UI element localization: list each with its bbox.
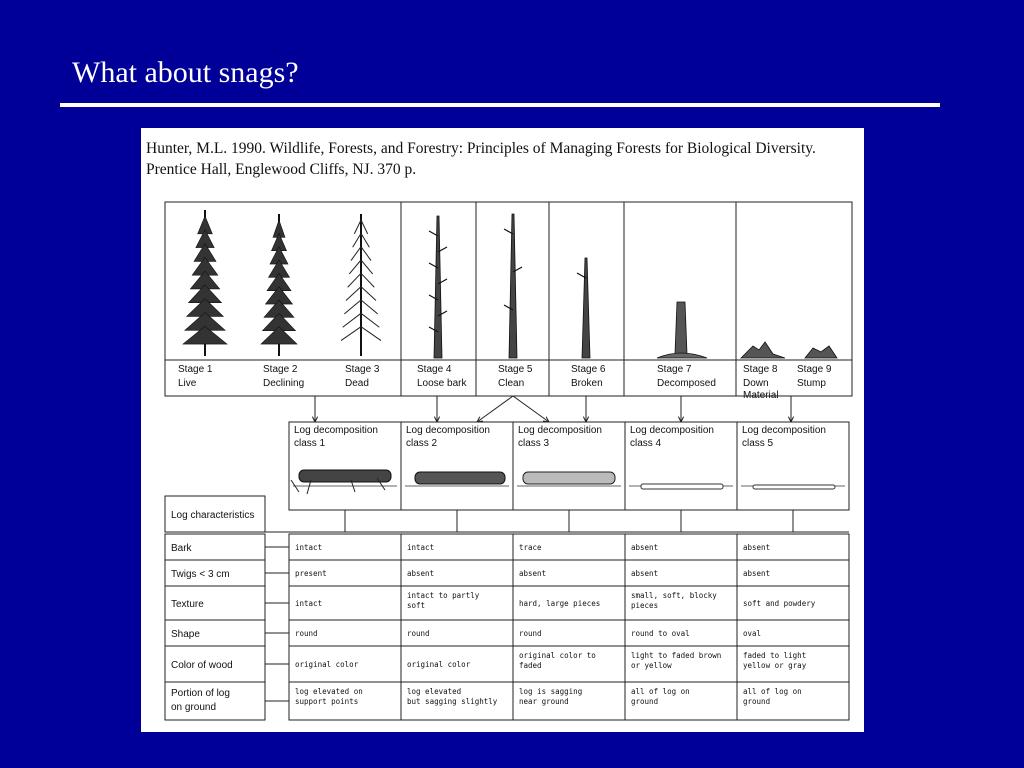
stump-debris	[657, 353, 707, 358]
cell-value: ground	[631, 697, 659, 706]
cell-value: near ground	[519, 697, 569, 706]
stage-label: Stage 4	[417, 364, 452, 375]
stage-label: Stage 3	[345, 364, 380, 375]
cell-value: yellow or gray	[743, 661, 807, 670]
stage-label: Stage 7	[657, 364, 692, 375]
citation-text: Hunter, M.L. 1990. Wildlife, Forests, and Forestry: Principles of Managing Forests for Biological Diversity. Prentice Hall, Englewood Cliffs, NJ. 370 p.	[146, 140, 816, 178]
stage-description: Dead	[345, 378, 369, 389]
cell-value: faded to light	[743, 651, 807, 660]
stage-label: Stage 8	[743, 364, 778, 375]
row-label: Twigs < 3 cm	[171, 569, 230, 580]
log-class-title: Log decomposition	[630, 425, 714, 436]
cell-value: absent	[743, 543, 771, 552]
stage-description: Live	[178, 378, 197, 389]
stage-5-snag	[504, 214, 522, 358]
log-class-3-log	[523, 472, 615, 484]
cell-value: intact	[407, 543, 435, 552]
stage-description: Stump	[797, 378, 826, 389]
stage-label: Stage 1	[178, 364, 213, 375]
log-class-number: class 3	[518, 438, 550, 449]
cell-value: absent	[631, 569, 659, 578]
cell-value: log elevated	[407, 687, 462, 696]
stage-description: Broken	[571, 378, 603, 389]
stage-8-down-material	[741, 342, 785, 358]
row-label: Shape	[171, 629, 200, 640]
log-class-1-log	[299, 470, 391, 482]
cell-value: soft	[407, 601, 426, 610]
log-class-5-log	[753, 485, 835, 489]
cell-value: round to oval	[631, 629, 690, 638]
class-to-table-connectors	[261, 510, 849, 532]
cell-value: original color	[407, 660, 471, 669]
log-class-number: class 4	[630, 438, 662, 449]
log-class-title: Log decomposition	[742, 425, 826, 436]
stage-to-class-arrows	[312, 396, 793, 422]
log-class-4-log	[641, 484, 723, 489]
cell-value: trace	[519, 543, 542, 552]
stage-description: Decomposed	[657, 378, 716, 389]
stump-remains	[805, 346, 837, 358]
stage-2-tree	[261, 214, 297, 356]
cell-value: light to faded brown	[631, 651, 722, 660]
log-class-number: class 1	[294, 438, 326, 449]
cell-value: round	[407, 629, 430, 638]
stage-label: Stage 6	[571, 364, 606, 375]
log-class-2-log	[415, 472, 505, 484]
flow-arrow	[477, 396, 513, 422]
cell-value: log elevated on	[295, 687, 363, 696]
snag-stages-figure	[141, 128, 864, 732]
snag-trunk	[509, 214, 517, 358]
cell-value: small, soft, blocky	[631, 591, 717, 600]
cell-value: all of log on	[631, 687, 690, 696]
stage-description: Clean	[498, 378, 525, 389]
cell-value: original color	[295, 660, 359, 669]
stage-9-stump	[805, 346, 837, 358]
stage-7-stump	[657, 302, 707, 358]
row-label: Color of wood	[171, 660, 233, 671]
down-material-pile	[741, 342, 785, 358]
row-label: Bark	[171, 543, 192, 554]
cell-value: hard, large pieces	[519, 599, 601, 608]
stage-description: Loose bark	[417, 378, 467, 389]
stage-description-extra: Material	[743, 390, 779, 401]
cell-value: soft and powdery	[743, 599, 816, 608]
cell-value: faded	[519, 661, 542, 670]
snag-trunk	[582, 258, 590, 358]
cell-value: log is sagging	[519, 687, 583, 696]
cell-value: oval	[743, 629, 762, 638]
cell-value: original color to	[519, 651, 596, 660]
stage-1-tree	[183, 210, 227, 356]
log-class-title: Log decomposition	[518, 425, 602, 436]
snag-decay-diagram	[141, 128, 864, 732]
stage-4-snag	[429, 216, 447, 358]
log-class-number: class 5	[742, 438, 774, 449]
row-label: Portion of log	[171, 688, 230, 699]
cell-value: intact to partly	[407, 591, 480, 600]
snag-trunk	[434, 216, 442, 358]
stage-6-snag	[577, 258, 590, 358]
title-underline	[60, 103, 940, 107]
cell-value: or yellow	[631, 661, 672, 670]
cell-value: round	[519, 629, 542, 638]
cell-value: all of log on	[743, 687, 802, 696]
stage-label: Stage 5	[498, 364, 533, 375]
cell-value: round	[295, 629, 318, 638]
stage-description: Declining	[263, 378, 305, 389]
cell-value: absent	[631, 543, 659, 552]
stage-label: Stage 9	[797, 364, 832, 375]
cell-value: ground	[743, 697, 771, 706]
log-class-title: Log decomposition	[294, 425, 378, 436]
cell-value: intact	[295, 599, 323, 608]
log-class-title: Log decomposition	[406, 425, 490, 436]
stage-label: Stage 2	[263, 364, 298, 375]
stump-trunk	[675, 302, 687, 354]
stage-description: Down	[743, 378, 769, 389]
stage-3-tree	[341, 214, 381, 356]
cell-value: pieces	[631, 601, 659, 610]
slide-title: What about snags?	[72, 56, 299, 89]
row-label: Texture	[171, 599, 204, 610]
table-header-label: Log characteristics	[171, 510, 255, 521]
cell-value: absent	[743, 569, 771, 578]
cell-value: support points	[295, 697, 359, 706]
row-label-extra: on ground	[171, 702, 217, 713]
cell-value: absent	[519, 569, 547, 578]
cell-value: intact	[295, 543, 323, 552]
log-class-number: class 2	[406, 438, 438, 449]
cell-value: absent	[407, 569, 435, 578]
cell-value: present	[295, 569, 327, 578]
flow-arrow	[513, 396, 549, 422]
cell-value: but sagging slightly	[407, 697, 498, 706]
log-characteristics-table	[165, 496, 849, 720]
